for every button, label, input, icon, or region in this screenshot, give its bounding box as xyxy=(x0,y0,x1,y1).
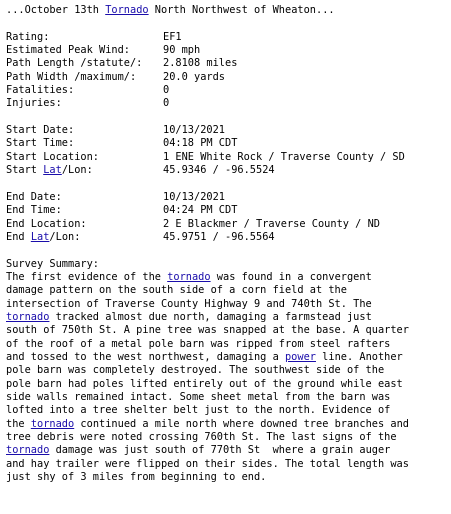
summary-text: tracked almost due north, damaging a farmstead just xyxy=(49,310,372,323)
summary-line xyxy=(6,271,451,284)
summary-text: south of 750th St. A pine tree was snapped at the base. A quarter xyxy=(6,324,409,337)
summary-tornado-link[interactable]: tornado xyxy=(30,417,75,430)
end-lat-link[interactable]: Lat xyxy=(30,230,50,243)
end-location-row xyxy=(6,218,451,231)
injuries-label: Injuries: xyxy=(6,97,62,110)
start-time-value: 04:18 PM CDT xyxy=(163,137,238,150)
summary-text: of the roof of a metal pole barn was ripped from steel rafters xyxy=(6,337,391,350)
summary-text: and hay trailer were flipped on their sides. The total length was xyxy=(6,457,409,470)
summary-text: The first evidence of the xyxy=(6,270,168,283)
summary-line xyxy=(6,444,451,457)
end-date-value: 10/13/2021 xyxy=(163,190,225,203)
end-time-label: End Time: xyxy=(6,204,62,217)
summary-line xyxy=(6,351,451,364)
summary-text: lofted into a tree shelter belt just to the north. Evidence of xyxy=(6,404,391,417)
path-width-label: Path Width /maximum/: xyxy=(6,70,137,83)
start-block xyxy=(6,124,451,177)
summary-text: damage pattern on the south side of a corn field at the xyxy=(6,284,347,297)
start-latlon-suffix: /Lon: xyxy=(61,164,93,177)
start-date-row xyxy=(6,124,451,137)
end-latlon-suffix: /Lon: xyxy=(49,230,81,243)
stat-row xyxy=(6,84,451,97)
summary-line xyxy=(6,458,451,471)
start-location-value: 1 ENE White Rock / Traverse County / SD xyxy=(163,150,405,163)
summary-line xyxy=(6,324,451,337)
start-date-label: Start Date: xyxy=(6,124,75,137)
path-length-label: Path Length /statute/: xyxy=(6,57,143,70)
summary-text: the xyxy=(6,417,31,430)
end-latlon-label xyxy=(6,231,163,244)
fatalities-label: Fatalities: xyxy=(6,84,75,97)
stat-row xyxy=(6,44,451,57)
summary-line xyxy=(6,311,451,324)
end-location-label: End Location: xyxy=(6,217,87,230)
end-date-row xyxy=(6,191,451,204)
end-time-value: 04:24 PM CDT xyxy=(163,204,238,217)
end-latlon-row xyxy=(6,231,451,244)
summary-tornado-link[interactable]: tornado xyxy=(6,310,50,323)
start-latlon-row xyxy=(6,164,451,177)
start-latlon-prefix: Start xyxy=(6,164,44,177)
summary-line xyxy=(6,404,451,417)
summary-tornado-link[interactable]: tornado xyxy=(167,270,211,283)
summary-text: damage was just south of 770th St where a grain auger xyxy=(49,444,391,457)
summary-text: side walls remained intact. Some sheet metal from the barn was xyxy=(6,390,391,403)
peak-wind-label: Estimated Peak Wind: xyxy=(6,44,130,57)
summary-line xyxy=(6,338,451,351)
end-block xyxy=(6,191,451,244)
summary-line xyxy=(6,391,451,404)
end-latlon-prefix: End xyxy=(6,230,31,243)
rating-value: EF1 xyxy=(163,30,182,43)
injuries-value: 0 xyxy=(163,97,170,110)
summary-line xyxy=(6,284,451,297)
end-latlon-value: 45.9751 / -96.5564 xyxy=(163,230,275,243)
end-time-row xyxy=(6,204,451,217)
end-location-value: 2 E Blackmer / Traverse County / ND xyxy=(163,217,380,230)
start-lat-link[interactable]: Lat xyxy=(43,164,62,177)
summary-line xyxy=(6,431,451,444)
summary-line xyxy=(6,364,451,377)
path-length-value: 2.8108 miles xyxy=(163,57,238,70)
start-location-label: Start Location: xyxy=(6,150,99,163)
summary-text: line. Another xyxy=(315,350,403,363)
summary-line xyxy=(6,378,451,391)
stat-row xyxy=(6,97,451,110)
summary-line xyxy=(6,298,451,311)
report-header xyxy=(6,4,451,17)
start-latlon-value: 45.9346 / -96.5524 xyxy=(163,164,275,177)
rating-label: Rating: xyxy=(6,30,50,43)
path-width-value: 20.0 yards xyxy=(163,70,225,83)
start-date-value: 10/13/2021 xyxy=(163,124,225,137)
summary-tornado-link[interactable]: tornado xyxy=(6,444,50,457)
summary-line xyxy=(6,418,451,431)
fatalities-value: 0 xyxy=(163,84,170,97)
summary-text: intersection of Traverse County Highway 9 and 740th St. The xyxy=(6,297,372,310)
tornado-link[interactable]: Tornado xyxy=(105,4,149,16)
peak-wind-value: 90 mph xyxy=(163,44,201,57)
stats-block xyxy=(6,31,451,111)
start-location-row xyxy=(6,151,451,164)
start-time-row xyxy=(6,137,451,150)
summary-text: pole barn had poles lifted entirely out of the ground while east xyxy=(6,377,403,390)
stat-row xyxy=(6,71,451,84)
start-latlon-label xyxy=(6,164,163,177)
end-date-label: End Date: xyxy=(6,190,62,203)
summary-text: just shy of 3 miles from beginning to end. xyxy=(6,471,267,484)
survey-summary xyxy=(6,271,451,485)
summary-text: continued a mile north where downed tree branches and xyxy=(74,417,409,430)
summary-line xyxy=(6,471,451,484)
summary-power-link[interactable]: power xyxy=(284,350,316,363)
stat-row xyxy=(6,31,451,44)
survey-heading: Survey Summary: xyxy=(6,257,99,270)
header-suffix: North Northwest of Wheaton... xyxy=(148,4,335,16)
start-time-label: Start Time: xyxy=(6,137,75,150)
summary-text: and tossed to the west northwest, damaging a xyxy=(6,350,285,363)
summary-text: tree debris were noted crossing 760th St. The last signs of the xyxy=(6,431,397,443)
header-prefix: ...October 13th xyxy=(6,4,106,16)
summary-text: was found in a convergent xyxy=(210,270,372,283)
summary-text: pole barn was completely destroyed. The southwest side of the xyxy=(6,364,385,377)
stat-row xyxy=(6,57,451,70)
